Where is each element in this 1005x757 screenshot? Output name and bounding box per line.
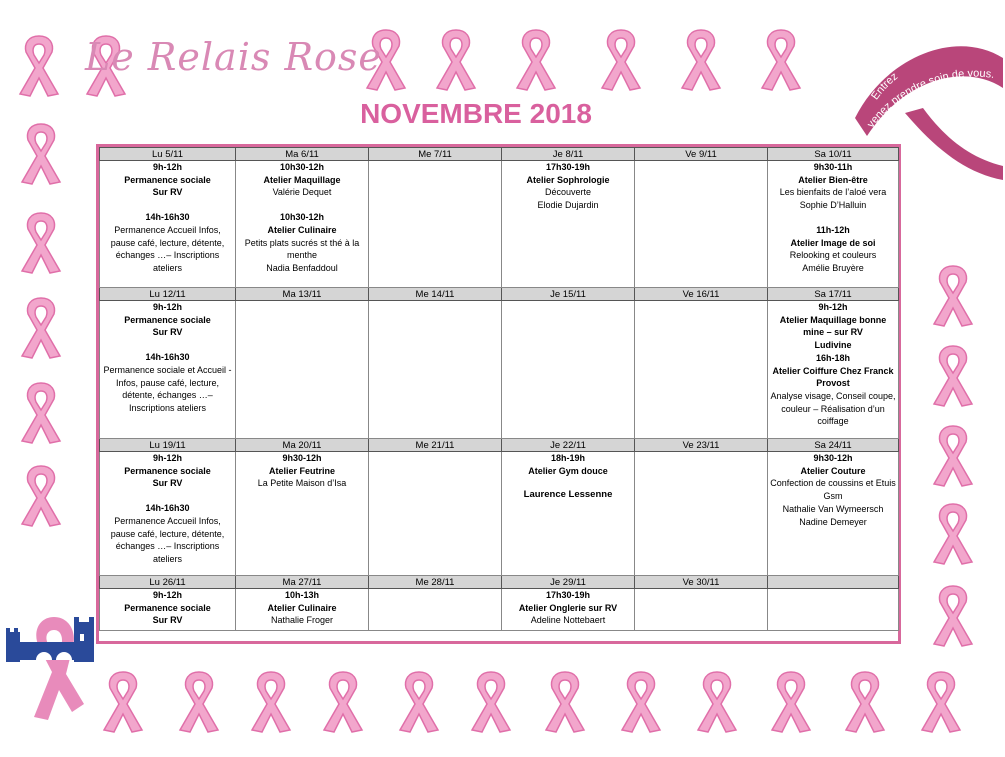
day-cell xyxy=(768,589,899,631)
day-cell xyxy=(100,161,236,288)
event-text: Atelier Image de soi xyxy=(790,237,876,248)
event-time: 17h30-19h xyxy=(545,590,591,600)
event-text: Relooking et couleurs xyxy=(789,250,877,261)
day-cell xyxy=(100,301,236,439)
day-cell xyxy=(502,161,635,288)
pink-ribbon-icon xyxy=(760,664,822,734)
event-text: Atelier Maquillage xyxy=(263,174,341,185)
day-cell xyxy=(369,301,502,439)
day-cell xyxy=(768,161,899,288)
day-cell xyxy=(635,452,768,576)
pink-ribbon-icon xyxy=(505,22,567,92)
week-events-row xyxy=(100,301,899,439)
event-time: 10h-13h xyxy=(284,590,319,600)
day-header: Sa 24/11 xyxy=(768,439,899,452)
event-time: 9h30-11h xyxy=(813,162,853,172)
event-time: 9h-12h xyxy=(152,162,182,172)
pink-ribbon-icon xyxy=(8,28,70,98)
day-header: Ve 16/11 xyxy=(635,288,768,301)
day-cell xyxy=(502,589,635,631)
day-header: Lu 12/11 xyxy=(100,288,236,301)
week-events-row xyxy=(100,589,899,631)
event-text: Ludivine xyxy=(814,340,852,351)
event-text: Permanence sociale xyxy=(124,314,211,325)
event-text: Elodie Dujardin xyxy=(537,200,599,211)
pink-ribbon-icon xyxy=(10,205,72,275)
event-text: Atelier Sophrologie xyxy=(526,174,610,185)
pink-ribbon-icon xyxy=(922,496,984,566)
event-text: Valérie Dequet xyxy=(272,187,332,198)
spacer xyxy=(504,477,632,489)
event-text: Nadine Demeyer xyxy=(799,516,867,527)
corner-text-tagline: venez prendre soin de vous. xyxy=(864,67,996,131)
day-cell xyxy=(635,301,768,439)
event-text: Sophie D’Halluin xyxy=(799,200,867,211)
day-header: Ma 27/11 xyxy=(236,576,369,589)
pink-ribbon-icon xyxy=(388,664,450,734)
day-cell xyxy=(369,589,502,631)
event-text: Petits plats sucrés st thé à la menthe xyxy=(244,237,360,261)
event-text: Permanence sociale xyxy=(124,465,211,476)
pink-ribbon-icon xyxy=(10,290,72,360)
week-header-row xyxy=(100,576,899,589)
day-cell xyxy=(100,589,236,631)
event-text: Analyse visage, Conseil coupe, couleur – Réalisation d’un coiffage xyxy=(770,390,896,427)
pink-ribbon-icon xyxy=(460,664,522,734)
event-text: Confection de coussins et Etuis Gsm xyxy=(770,478,896,502)
event-time: 14h-16h30 xyxy=(145,503,190,514)
day-header: Ma 20/11 xyxy=(236,439,369,452)
spacer xyxy=(102,490,233,502)
event-text: Les bienfaits de l’aloé vera xyxy=(779,187,887,198)
event-text: Sur RV xyxy=(152,327,183,338)
event-text: Nathalie Van Wymeersch xyxy=(782,503,884,514)
pink-ribbon-icon xyxy=(610,664,672,734)
day-header: Me 7/11 xyxy=(369,148,502,161)
day-header: Ve 9/11 xyxy=(635,148,768,161)
page-title: NOVEMBRE 2018 xyxy=(360,98,592,129)
pink-ribbon-icon xyxy=(168,664,230,734)
event-time: 9h-12h xyxy=(152,453,182,463)
day-cell xyxy=(635,161,768,288)
event-text: Adeline Nottebaert xyxy=(530,615,606,626)
event-text: Permanence Accueil Infos, pause café, lecture, détente, échanges …– Inscriptions ateliers xyxy=(110,515,225,564)
castle-logo xyxy=(4,612,104,722)
day-header: Me 21/11 xyxy=(369,439,502,452)
day-cell xyxy=(502,301,635,439)
day-header: Me 14/11 xyxy=(369,288,502,301)
spacer xyxy=(102,339,233,351)
day-cell xyxy=(502,452,635,576)
spacer xyxy=(770,212,896,224)
day-cell xyxy=(100,452,236,576)
pink-ribbon-icon xyxy=(922,578,984,648)
event-text: Atelier Onglerie sur RV xyxy=(518,602,618,613)
event-text: Permanence sociale et Accueil -Infos, pause café, lecture, détente, échanges …– Inscriptions ateliers xyxy=(103,364,232,413)
pink-ribbon-icon xyxy=(834,664,896,734)
pink-ribbon-icon xyxy=(312,664,374,734)
event-text: Sur RV xyxy=(152,615,183,626)
event-time: 10h30-12h xyxy=(279,162,325,172)
event-time: 10h30-12h xyxy=(279,212,325,223)
calendar-table xyxy=(96,144,901,644)
event-text: La Petite Maison d’Isa xyxy=(257,478,347,489)
week-events-row xyxy=(100,161,899,288)
event-text: Permanence sociale xyxy=(124,602,211,613)
day-cell xyxy=(236,589,369,631)
pink-ribbon-icon xyxy=(534,664,596,734)
pink-ribbon-icon xyxy=(240,664,302,734)
event-text: Atelier Coiffure Chez Franck Provost xyxy=(772,365,894,389)
day-header: Lu 5/11 xyxy=(100,148,236,161)
pink-ribbon-icon xyxy=(750,22,812,92)
day-cell xyxy=(236,452,369,576)
pink-ribbon-icon xyxy=(686,664,748,734)
event-text: Atelier Couture xyxy=(800,465,866,476)
event-text: Sur RV xyxy=(152,478,183,489)
day-header: Je 8/11 xyxy=(502,148,635,161)
event-time: 9h-12h xyxy=(818,302,848,312)
pink-ribbon-icon xyxy=(922,338,984,408)
event-time: 18h-19h xyxy=(550,453,585,463)
event-text: Découverte xyxy=(544,187,592,198)
day-header: Ve 23/11 xyxy=(635,439,768,452)
pink-ribbon-icon xyxy=(425,22,487,92)
event-time: 16h-18h xyxy=(815,352,850,363)
day-header: Sa 10/11 xyxy=(768,148,899,161)
event-text: Sur RV xyxy=(152,187,183,198)
day-header: Me 28/11 xyxy=(369,576,502,589)
pink-ribbon-icon xyxy=(922,258,984,328)
day-header xyxy=(768,576,899,589)
pink-ribbon-icon xyxy=(910,664,972,734)
event-text: Atelier Culinaire xyxy=(267,224,337,235)
day-header: Je 15/11 xyxy=(502,288,635,301)
day-cell xyxy=(369,161,502,288)
event-text: Permanence Accueil Infos, pause café, lecture, détente, échanges …– Inscriptions ateliers xyxy=(110,224,225,273)
week-header-row xyxy=(100,288,899,301)
event-text: Atelier Bien-être xyxy=(798,174,868,185)
week-header-row xyxy=(100,439,899,452)
event-text: Atelier Maquillage bonne mine – sur RV xyxy=(779,314,887,338)
event-time: 14h-16h30 xyxy=(145,212,190,223)
day-header: Sa 17/11 xyxy=(768,288,899,301)
spacer xyxy=(238,199,366,211)
event-text: Permanence sociale xyxy=(124,174,211,185)
event-time: 17h30-19h xyxy=(545,162,591,172)
event-text: Atelier Feutrine xyxy=(268,465,335,476)
day-header: Ma 13/11 xyxy=(236,288,369,301)
day-header: Lu 26/11 xyxy=(100,576,236,589)
event-text: Atelier Gym douce xyxy=(528,465,608,476)
pink-ribbon-icon xyxy=(590,22,652,92)
event-time: 9h-12h xyxy=(152,590,182,600)
day-header: Je 22/11 xyxy=(502,439,635,452)
event-text: Nathalie Froger xyxy=(270,615,334,626)
day-cell xyxy=(768,301,899,439)
event-time: 9h-12h xyxy=(152,302,182,312)
logo-text: Le Relais Rose xyxy=(85,35,382,79)
event-text: Atelier Culinaire xyxy=(267,602,337,613)
day-cell xyxy=(236,301,369,439)
week-header-row xyxy=(100,148,899,161)
day-cell xyxy=(236,161,369,288)
day-header: Ve 30/11 xyxy=(635,576,768,589)
day-cell xyxy=(369,452,502,576)
day-header: Lu 19/11 xyxy=(100,439,236,452)
pink-ribbon-icon xyxy=(670,22,732,92)
event-text: Nadia Benfaddoul xyxy=(266,262,338,273)
day-cell xyxy=(768,452,899,576)
event-text: Laurence Lessenne xyxy=(523,489,613,501)
day-header: Ma 6/11 xyxy=(236,148,369,161)
week-events-row xyxy=(100,452,899,576)
corner-text-enter: Entrez xyxy=(869,70,901,103)
day-cell xyxy=(635,589,768,631)
event-time: 9h30-12h xyxy=(813,453,853,463)
day-header: Je 29/11 xyxy=(502,576,635,589)
pink-ribbon-icon xyxy=(10,458,72,528)
event-time: 11h-12h xyxy=(816,224,850,235)
pink-ribbon-icon xyxy=(922,418,984,488)
event-time: 9h30-12h xyxy=(282,453,322,463)
spacer xyxy=(102,199,233,211)
event-time: 14h-16h30 xyxy=(145,352,190,363)
pink-ribbon-icon xyxy=(10,375,72,445)
event-text: Amélie Bruyère xyxy=(802,262,864,273)
